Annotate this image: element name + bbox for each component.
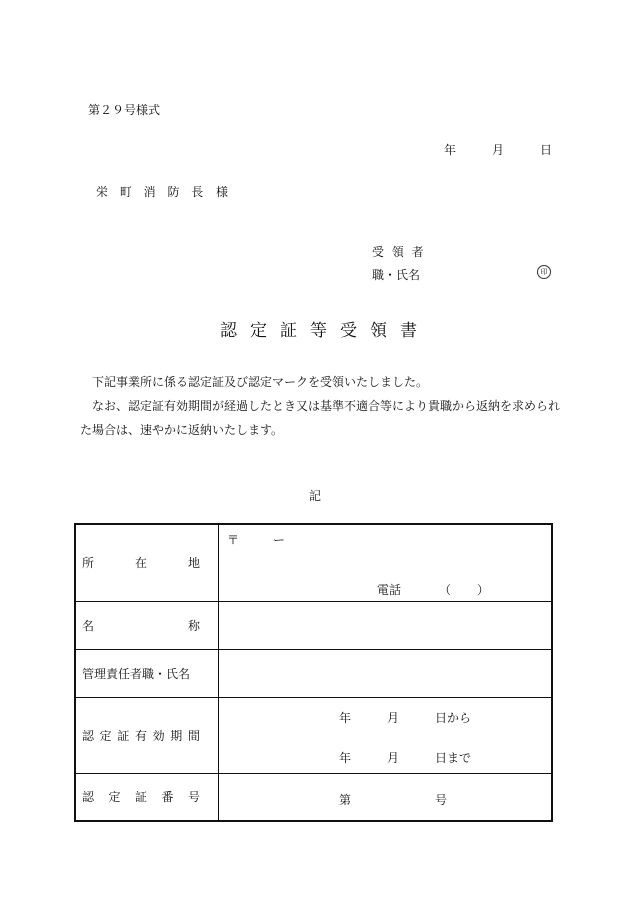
cert-no-go: 号 [435,792,448,807]
validity-to-month: 月 [387,750,400,765]
validity-to-day: 日まで [435,750,472,765]
validity-value-cell[interactable] [219,697,553,773]
ki-label: 記 [308,489,321,503]
table-row-name [75,601,552,649]
phone-paren-open: （ [439,583,452,597]
phone-paren-close: ） [477,583,490,597]
manager-value-cell[interactable] [219,649,553,697]
name-value-cell[interactable] [219,601,553,649]
manager-label: 管理責任者職・氏名 [75,649,219,697]
phone-label: 電話 [377,583,402,597]
table-row-validity [75,697,552,773]
date-year-label: 年 [444,143,457,157]
validity-label: 認 定 証 有 効 期 間 [75,697,219,773]
receiver-label: 受 領 者 [372,245,426,259]
cert-no-dai: 第 [339,792,352,807]
date-day-label: 日 [540,143,553,157]
postal-mark: 〒 [227,533,240,547]
certificate-table [74,523,553,822]
body-paragraph-1: 下記事業所に係る認定証及び認定マークを受領いたしました。 [92,375,429,389]
validity-to-year: 年 [339,750,352,765]
table-row-location [75,524,552,601]
postal-dash: ー [273,533,286,547]
table-row-cert-no [75,773,552,821]
validity-from-day: 日から [435,710,472,725]
validity-from-year: 年 [339,710,352,725]
addressee: 栄 町 消 防 長 [96,185,208,199]
cert-no-value-cell[interactable] [219,773,553,821]
body-text [80,370,560,442]
form-number: 第２９号様式 [88,103,161,117]
addressee-suffix: 様 [216,185,229,199]
name-label: 名 称 [75,601,219,649]
location-value-cell[interactable] [219,524,553,601]
date-month-label: 月 [492,143,505,157]
table-row-manager [75,649,552,697]
document-title: 認定証等受領書 [220,321,430,341]
body-paragraph-2: なお、認定証有効期間が経過したとき又は基準不適合等により貴職から返納を求められた場合は、速やかに返納いたします。 [80,399,561,437]
seal-icon: 印 [537,265,551,279]
cert-no-label: 認 定 証 番 号 [75,773,219,821]
location-label: 所 在 地 [75,524,219,601]
receiver-name-label: 職・氏名 [372,268,421,282]
validity-from-month: 月 [387,710,400,725]
